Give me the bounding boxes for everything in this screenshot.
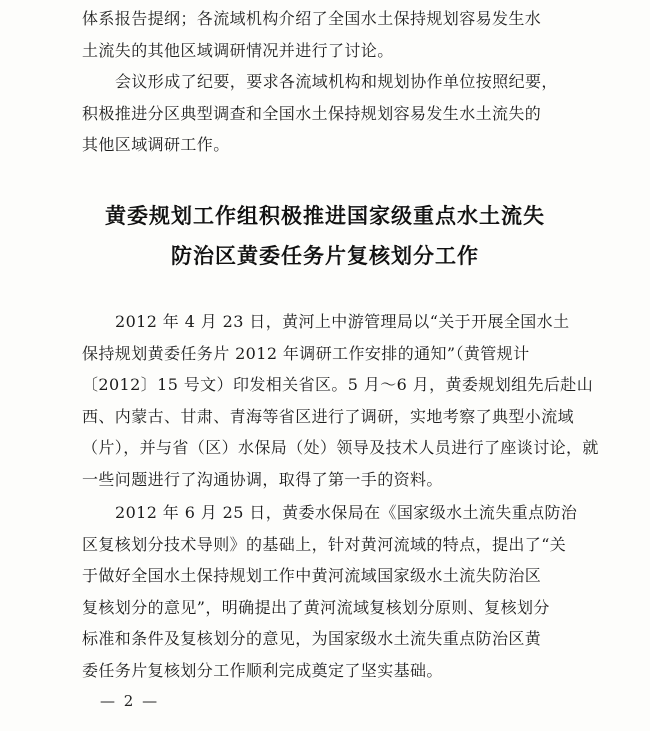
text-line: 保持规划黄委任务片 2012 年调研工作安排的通知”（黄管规计 <box>82 343 530 363</box>
text-line: 一些问题进行了沟通协调，取得了第一手的资料。 <box>82 469 443 489</box>
paragraph-1 <box>82 306 599 495</box>
text-line: 其他区域调研工作。 <box>82 135 230 154</box>
text-line: 会议形成了纪要，要求各流域机构和规划协作单位按照纪要， <box>115 72 558 91</box>
text-line: 2012 年 4 月 23 日，黄河上中游管理局以“关于开展全国水土 <box>115 312 570 331</box>
text-line: 2012 年 6 月 25 日，黄委水保局在《国家级水土流失重点防治 <box>115 503 578 522</box>
paragraph-2 <box>82 497 582 686</box>
text-line: 体系报告提纲；各流域机构介绍了全国水土保持规划容易发生水 <box>82 9 542 28</box>
section-title <box>0 196 650 276</box>
text-line: 土流失的其他区域调研情况并进行了讨论。 <box>82 40 394 60</box>
text-line: 区复核划分技术导则》的基础上，针对黄河流域的特点，提出了“关 <box>82 534 567 554</box>
text-line: 复核划分的意见”，明确提出了黄河流域复核划分原则、复核划分 <box>82 597 550 617</box>
section-title-line: 防治区黄委任务片复核划分工作 <box>171 244 479 268</box>
page-number: — 2 — <box>100 692 160 710</box>
intro-text <box>82 3 582 161</box>
text-line: 积极推进分区典型调查和全国水土保持规划容易发生水土流失的 <box>82 103 542 123</box>
text-line: 标准和条件及复核划分的意见，为国家级水土流失重点防治区黄 <box>82 629 542 648</box>
text-line: （片），并与省（区）水保局（处）领导及技术人员进行了座谈讨论，就 <box>82 438 599 457</box>
text-line: 于做好全国水土保持规划工作中黄河流域国家级水土流失防治区 <box>82 566 542 585</box>
section-title-line: 黄委规划工作组积极推进国家级重点水土流失 <box>105 204 545 228</box>
text-line: 〔2012〕15 号文）印发相关省区。5 月～6 月，黄委规划组先后赴山 <box>82 375 594 394</box>
text-line: 西、内蒙古、甘肃、青海等省区进行了调研，实地考察了典型小流域 <box>82 406 575 426</box>
text-line: 委任务片复核划分工作顺利完成奠定了坚实基础。 <box>82 660 443 680</box>
